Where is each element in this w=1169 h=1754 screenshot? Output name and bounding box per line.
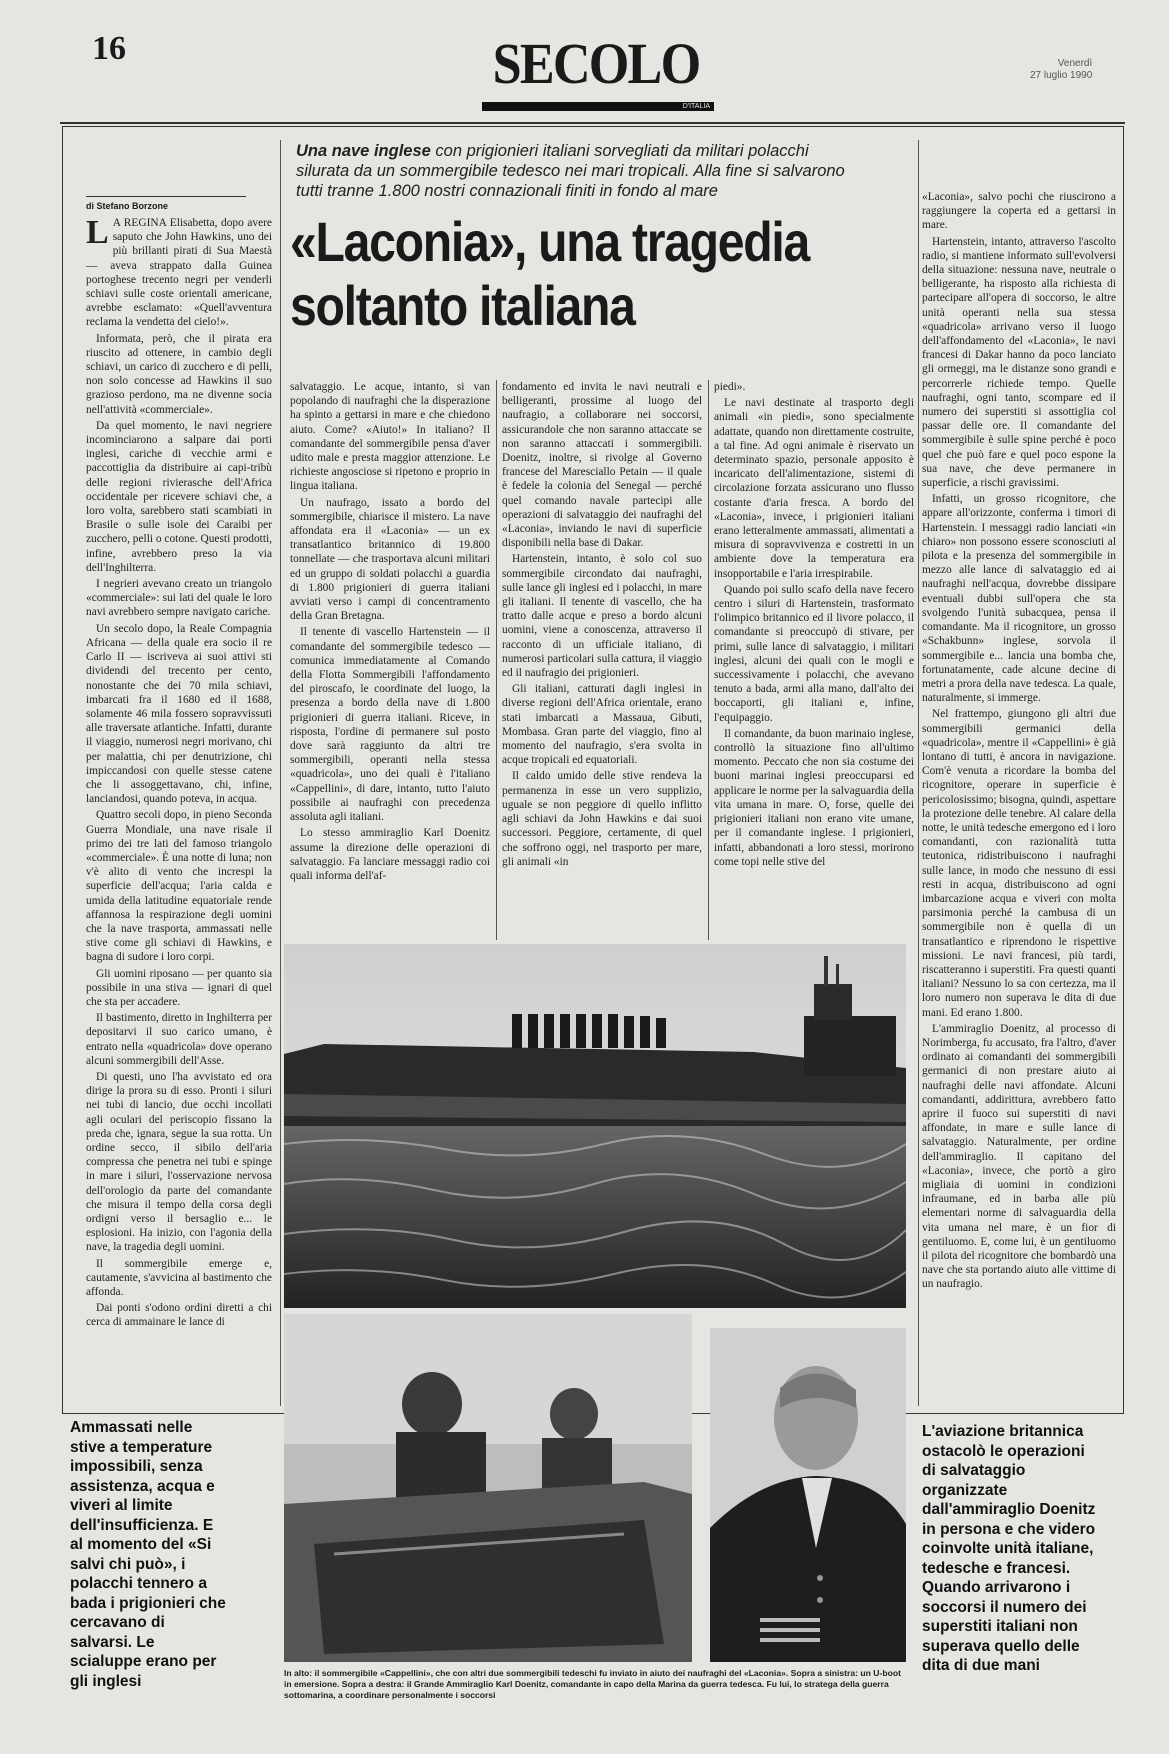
drop-cap: L bbox=[86, 216, 109, 251]
masthead: SECOLO bbox=[492, 31, 700, 96]
col1-p10: Dai ponti s'odono ordini diretti a chi cerca di ammainare le lance di bbox=[86, 1302, 272, 1329]
column-rule-4 bbox=[918, 140, 919, 1406]
col1-p6: Gli uomini riposano — per quanto sia possibile in una stiva — ignari di quel che sta per accadere. bbox=[86, 967, 272, 1008]
column-rule-2 bbox=[496, 380, 497, 940]
col1-p8: Di questi, uno l'ha avvistato ed ora dirige la prora su di esso. Pronti i siluri nei tubi di lancio, due occhi incollati agli oculari del periscopio fissano la preda che, ignara, segue la sua rotta. Un ordine secco, il sibilo dell'aria compressa che penetra nei tubi e spinge in mare i siluri, l'osservazione nervosa dell'orologio da parte del comandante che misura il tempo della corsa degli ordigni verso il bersaglio e... le esplosioni. Ha inizio, con l'agonia della nave, la tragedia degli uomini. bbox=[86, 1070, 272, 1254]
col1-p1: Informata, però, che il pirata era riuscito ad ottenere, in cambio degli schiavi, un carico di zucchero e di pelli, non solo concesse ad Hawkins il suo grazioso perdono, ma ne divenne socia nell'attività «commerciale». bbox=[86, 332, 272, 416]
byline: di Stefano Borzone bbox=[86, 196, 246, 211]
col2-p0: salvataggio. Le acque, intanto, si van popolando di naufraghi che la disperazione ha spinto a gettarsi in mare e che chiedono aiuto. Come? «Aiuto!» In italiano? Il comandante del sommergibile pensa d'aver udito male e presta maggior attenzione. Le richieste angosciose si ripetono e proprio in lingua italiana. bbox=[290, 381, 490, 493]
col2-p1: Un naufrago, issato a bordo del sommergibile, chiarisce il mistero. La nave affondata era il «Laconia» — un ex transatlantico britannico di 19.800 tonnellate — che trasportava alcuni militari ed un gruppo di soldati polacchi a guardia di 1.800 prigionieri di guerra italiani avviati verso i campi di concentramento della Gran Bretagna. bbox=[290, 496, 490, 623]
col3-p1: Hartenstein, intanto, è solo col suo sommergibile circondato dai naufraghi, sulle lance gli inglesi ed i polacchi, in mare gli italiani. Il tenente di vascello, che ha tratto dalle acque e preso a bordo alcuni uomini, viene a conoscenza, attraverso il racconto di un ufficiale italiano, di numerosi particolari sulla cattura, il viaggio ed il naufragio dei prigionieri. bbox=[502, 553, 702, 680]
masthead-subtitle: D'ITALIA bbox=[682, 103, 710, 110]
kicker-text: con prigionieri italiani sorvegliati da militari polacchi silurata da un sommergibile tedesco nei mari tropicali. Alla fine si salvarono tutti tranne 1.800 nostri connazionali finiti in fondo al mare bbox=[296, 142, 845, 200]
column-5 bbox=[922, 190, 1116, 1402]
submarine-photo-icon bbox=[284, 944, 906, 1308]
kicker-bold: Una nave inglese bbox=[296, 142, 431, 160]
col5-p2: Infatti, un grosso ricognitore, che appare all'orizzonte, conferma i timori di Hartenstein. I messaggi radio lanciati «in chiaro» non possono essere sconosciuti al pilota e la presenza del sommergibile in mezzo alle lance di salvataggio ed ai naufraghi nell'acqua, dovrebbe dissipare eventuali dubbi sull'opera che sta svolgendo l'unità subacquea, pensa il comandante. Ma il ricognitore, un grosso «Schakbunn» inglese, sorvola il sommergibile e... lancia una bomba che, fortunatamente, cade alcune decine di metri a prora della nave tedesca. La quale, naturalmente, si immerge. bbox=[922, 493, 1116, 705]
dateline bbox=[1030, 58, 1092, 82]
col4-p0: piedi». bbox=[714, 381, 746, 393]
col1-p0 bbox=[86, 216, 272, 330]
col1-p7: Il bastimento, diretto in Inghilterra per depositarvi il suo carico umano, è entrato nella «quadricola» dove operano alcuni sommergibili dell'Asse. bbox=[86, 1012, 272, 1067]
col1-p2: Da quel momento, le navi negriere incominciarono a salpare dai porti inglesi, cariche di vecchie armi e paccottiglia da distribuire ai capi-tribù delle regioni rivierasche dell'Africa occidentale per ricevere schiavi che, a loro volta, sarebbero stati scambiati in Brasile o sulle isole dei Caraibi per zucchero, pelli o cotone. Questi prodotti, infine, avrebbero preso la via dell'Inghilterra. bbox=[86, 419, 272, 574]
sidebar-left: Ammassati nelle stive a temperature impossibili, senza assistenza, acqua e viveri al limite dell'insufficienza. E al momento del «Si salvi chi può», i polacchi tennero a bada i prigionieri che cercavano di salvarsi. Le scialuppe erano per gli inglesi bbox=[70, 1419, 226, 1690]
col5-p4: L'ammiraglio Doenitz, al processo di Norimberga, fu accusato, fra l'altro, d'aver ordinato ai comandanti dei sommergibili germanici di non prestare aiuto ai naufraghi delle navi affondate. Alcuni comandanti, addirittura, avrebbero fatto aprire il fuoco sui superstiti di navi affondate, in mare e sulle lance di salvataggio. Naturalmente, per ordine dell'ammiraglio. Il capitano del «Laconia», invece, che portò a giro migliaia di uomini in condizioni infraumane, ed in barba alle più elementari norme di salvaguardia della vita umana nel mare, è un fior di gentiluomo. E, come lui, è un gentiluomo il pilota del ricognitore che bombardò una nave che sta portando aiuto alle vittime di un naufragio. bbox=[922, 1022, 1116, 1291]
column-rule-3 bbox=[708, 380, 709, 940]
column-4 bbox=[714, 380, 914, 940]
col4-p2: Quando poi sullo scafo della nave fecero centro i siluri di Hartenstein, trasformato l'olimpico britannico ed il livore polacco, il comandante si preoccupò di stivare, per primi, sulle lance di salvataggio, i militari inglesi, alcuni dei quali con le mogli e successivamente i polacchi, che avevano tenuto a bada, armi alla mano, dall'alto dei boccaporti, gli italiani e, infine, l'equipaggio. bbox=[714, 583, 914, 724]
headline: «Laconia», una tragedia soltanto italiana bbox=[290, 210, 809, 337]
column-3 bbox=[502, 380, 702, 940]
sidebar-right: L'aviazione britannica ostacolò le operazioni di salvataggio organizzate dall'ammiraglio Doenitz in persona e che videro coinvolte unità italiane, tedesche e francesi. Quando arrivarono i soccorsi il numero dei superstiti italiani non superava quello delle dita di due mani bbox=[922, 1423, 1096, 1674]
col5-p0: «Laconia», salvo pochi che riuscirono a raggiungere la coperta ed a gettarsi in mare. bbox=[922, 191, 1116, 232]
column-2 bbox=[290, 380, 490, 940]
date-full: 27 luglio 1990 bbox=[1030, 70, 1093, 81]
col5-p3: Nel frattempo, giungono gli altri due sommergibili germanici della «quadricola», mentre il «Cappellini» è già lontano di tutti, è ancora in navigazione. Com'è venuta a ricordare la bomba del ricognitore, operare in superficie è pericolosissimo; bisogna, quindi, aspettare la protezione delle tenebre. Al calare della notte, le unità tedesche emergono ed i loro comandanti, con razionalità tutta teutonica, ridistribuiscono i naufraghi sulle lance, in modo che nessuno di essi resti in acqua, distribuiscono ad ogni imbarcazione acqua e viveri con molta parsimonia perché la cambusa di un sommergibile non è quella di un transatlantico e riprendono le rispettive missioni. Le navi francesi, più tardi, riscatteranno i superstiti. Fra questi quanti italiani? Nessuno lo sa con certezza, ma il loro numero non superava le dita di due mani. Ed erano 1.800. bbox=[922, 708, 1116, 1019]
admiral-portrait-photo-icon bbox=[710, 1328, 906, 1662]
uboat-crew-photo-icon bbox=[284, 1314, 692, 1662]
column-rule-1 bbox=[280, 140, 281, 1406]
col1-p5: Quattro secoli dopo, in pieno Seconda Guerra Mondiale, una nave risale il primo dei tre lati del famoso triangolo «commerciale». È una notte di luna; non v'è alito di vento che increspi la superficie dell'acqua; l'aria calda e umida della latitudine equatoriale rende affannosa la respirazione degli uomini che la nave trasporta, ammassati nelle stive come gli schiavi di Hawkins, e bagna di sudore i loro corpi. bbox=[86, 809, 272, 964]
submarine-photo bbox=[284, 944, 906, 1308]
col2-p2: Il tenente di vascello Hartenstein — il comandante del sommergibile tedesco — comunica immediatamente al Comando della Flotta Sommergibili l'affondamento del piroscafo, le coordinate del luogo, la presenza a bordo della nave di 1.800 prigionieri di guerra italiani. Riceve, in risposta, l'ordine di permanere sul posto dove sarà raggiunto da altri tre sommergibili, operanti nella stessa «quadricola», uno dei quali è l'italiano «Cappellini», di dare, intanto, tutto l'aiuto possibile ai naufraghi con precedenza assoluta agli italiani. bbox=[290, 626, 490, 824]
col3-p0: fondamento ed invita le navi neutrali e belligeranti, prossime al luogo del naufragio, a collaborare nei soccorsi, assicurandole che non saranno attaccate se non saranno attaccati i sommergibili. Doenitz, inoltre, si rivolge al Governo francese del Maresciallo Petain — il quale è fedele la colonia del Senegal — perché quel comando navale partecipi alle operazioni di salvataggio dei naufraghi del «Laconia», inviando le navi di superficie disponibili nella base di Dakar. bbox=[502, 381, 702, 550]
col1-p9: Il sommergibile emerge e, cautamente, s'avvicina al bastimento che affonda. bbox=[86, 1257, 272, 1299]
caption-text: In alto: il sommergibile «Cappellini», che con altri due sommergibili tedeschi fu inviato in aiuto dei naufraghi del «Laconia». Sopra a sinistra: un U-boot in emersione. Sopra a destra: il Grande Ammiraglio Karl Doenitz, comandante in capo della Marina da guerra tedesca. Fu lui, lo stratega della guerra sottomarina, a coordinare personalmente i soccorsi bbox=[284, 1668, 901, 1700]
col1-p0-text: A REGINA Elisabetta, dopo avere saputo che John Hawkins, uno dei più brillanti pirati di Sua Maestà — aveva strappato dalla Guinea portoghese trecento negri per venderli schiavi sulle coste orientali americane, avrebbe esclamato: «Quell'avventura reclama la vendetta del cielo!». bbox=[86, 217, 272, 329]
col3-p3: Il caldo umido delle stive rendeva la permanenza in esse un vero supplizio, uguale se non peggiore di quello inflitto agli schiavi da John Hawkins e dai suoi successori. Peggiore, certamente, di quel che soffrono oggi, nel trasporto per mare, gli animali «in bbox=[502, 770, 702, 868]
admiral-portrait-photo bbox=[710, 1328, 906, 1662]
col4-p3: Il comandante, da buon marinaio inglese, controllò la situazione fino all'ultimo momento. Peccato che non sia costume dei buoni marinai inglesi preoccuparsi ed applicare le norme per la salvaguardia della vita umana in mare. O, forse, quelle dei prigionieri italiani non erano vite umane, per il comandante inglese. I prigionieri, infatti, abbandonati a loro stessi, morirono come topi nelle stive del bbox=[714, 727, 914, 868]
photo-caption bbox=[284, 1668, 906, 1701]
uboat-crew-photo bbox=[284, 1314, 692, 1662]
col1-p3: I negrieri avevano creato un triangolo «commerciale»: sui lati del quale le loro navi avrebbero sempre navigato cariche. bbox=[86, 578, 272, 619]
page-number: 16 bbox=[92, 30, 126, 67]
column-1 bbox=[86, 216, 272, 1400]
date-day: Venerdì bbox=[1057, 58, 1093, 69]
col5-p1: Hartenstein, intanto, attraverso l'ascolto radio, si mantiene informato sull'evolversi della situazione: nessuna nave, neutrale o belligerante, ha risposto alla richiesta di partecipare all'opera di soccorso, le altre unità operanti nella sua stessa «quadricola» arrivano verso il luogo dell'affondamento del «Laconia», le navi francesi di Dakar hanno da poco lanciato gli ormeggi, ma le distanze sono grandi e percorrerle richiede tempo. Quelle naufraghi, ogni tanto, scompare ed il numero dei superstiti si assottiglia col passar delle ore. Il comandante del sommergibile è sulle spine perché è poco quel che può fare e quel poco espone la sua nave, che deve permanere in superficie, a rischi gravissimi. bbox=[922, 235, 1116, 490]
top-rule bbox=[60, 122, 1125, 124]
col3-p2: Gli italiani, catturati dagli inglesi in diverse regioni dell'Africa orientale, erano stati imbarcati a Massaua, Gibuti, Mombasa. Gran parte del viaggio, fino al momento del naufragio, s'era svolta in acque tropicali ed equatoriali. bbox=[502, 683, 702, 767]
kicker bbox=[296, 141, 856, 201]
col2-p3: Lo stesso ammiraglio Karl Doenitz assume la direzione delle operazioni di salvataggio. Fa lanciare messaggi radio coi quali informa dell'af- bbox=[290, 827, 490, 882]
col1-p4: Un secolo dopo, la Reale Compagnia Africana — della quale era socio il re Carlo II — iscriveva ai suoi attivi sti dividendi del trecento per cento, nonostante che dei 70 mila schiavi, imbarcati fra il 1680 ed il 1688, solamente 46 mila fossero sopravvissuti alle traversate atlantiche. Infatti, durante il viaggio, numerosi negri morivano, chi per malattia, chi per denutrizione, chi impiccandosi con quelle stesse catene che li assoggettavano, chi, infine, lanciandosi, quando poteva, in acqua. bbox=[86, 622, 272, 806]
col4-p1: Le navi destinate al trasporto degli animali «in piedi», sono specialmente adattate, quando non direttamente costruite, a tal fine. Ad ogni animale è riservato un determinato spazio, personale apposito è incaricato dell'alimentazione, sistemi di circolazione forzata assicurano uno flusso costante d'aria fresca. A bordo del «Laconia», invece, i prigionieri italiani erano letteralmente ammassati, alimentati a misura di sopravvivenza e costretti in un ambiente dove la temperatura era insopportabile e l'aria irrespirabile. bbox=[714, 397, 914, 580]
